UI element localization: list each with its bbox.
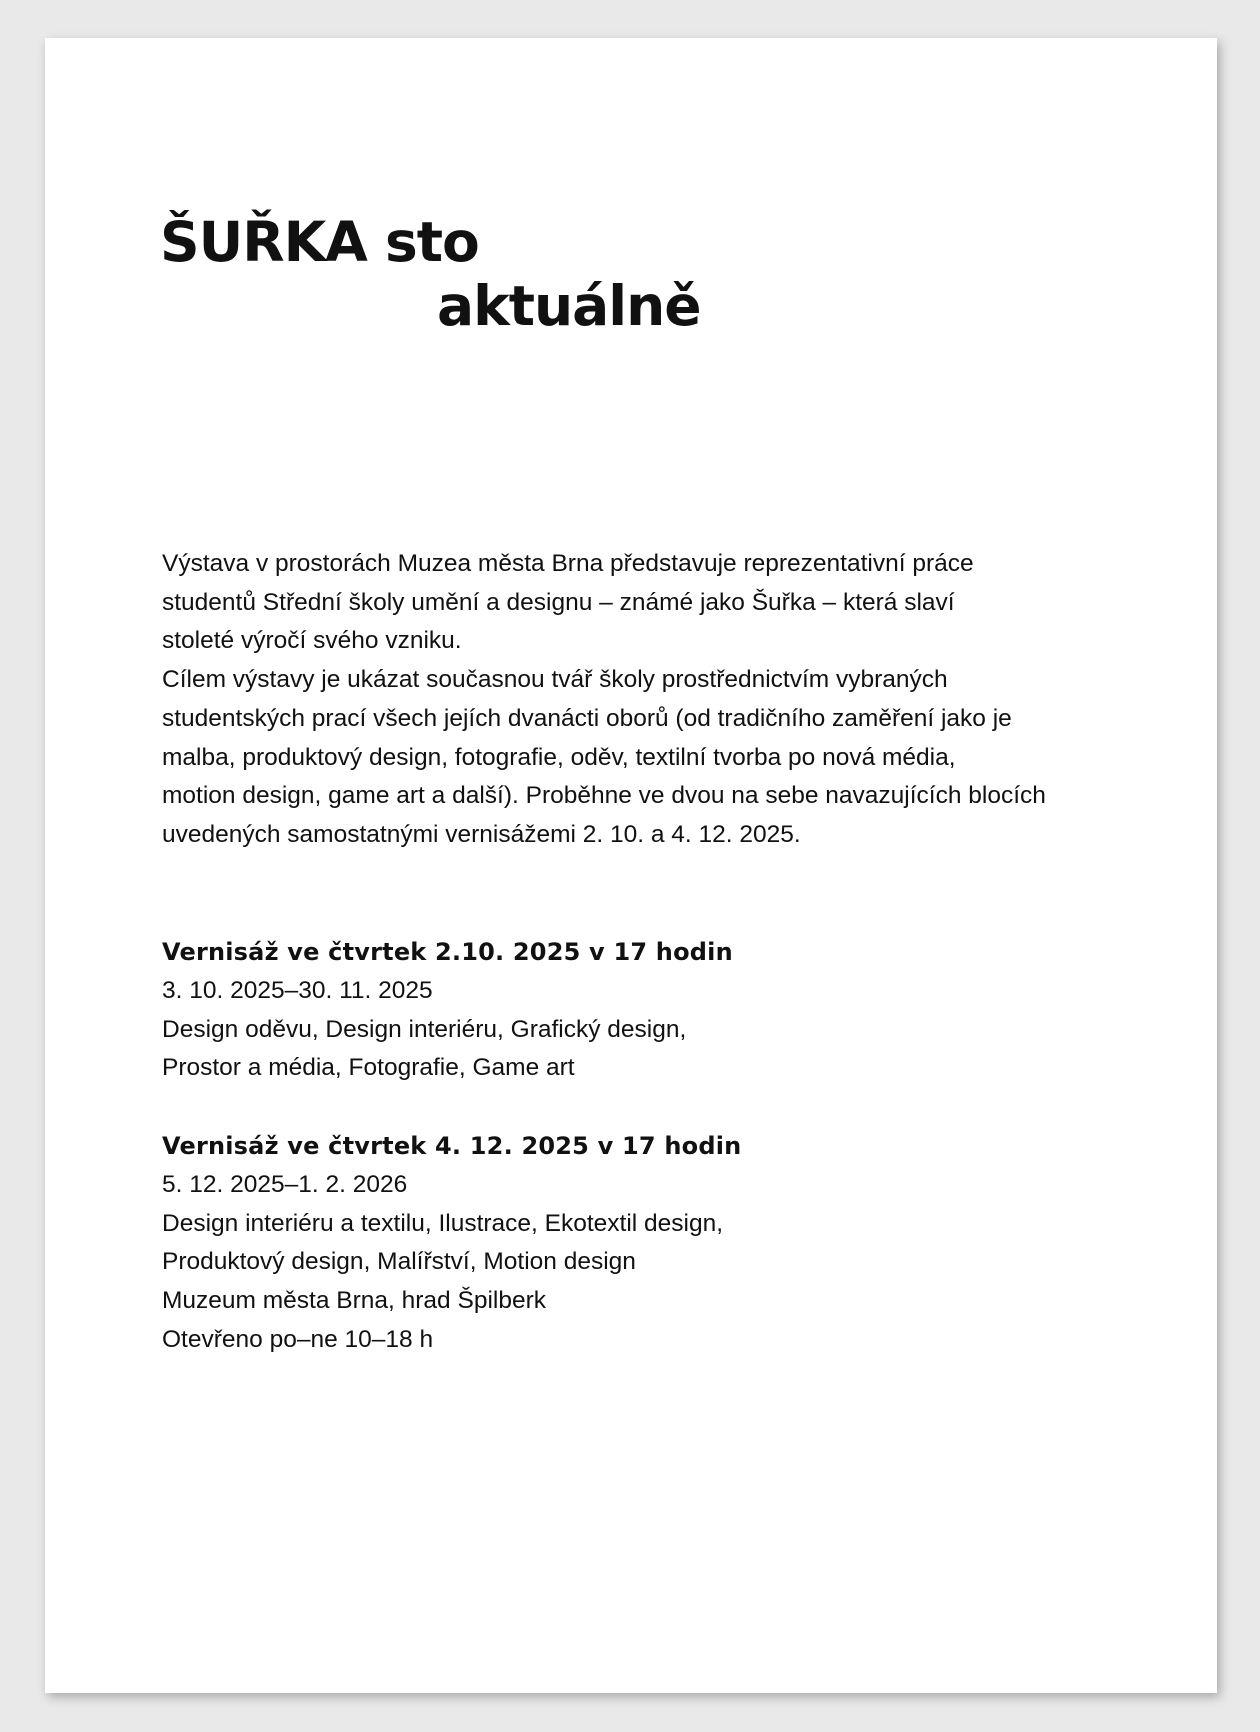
intro-line: motion design, game art a další). Proběhne ve dvou na sebe navazujících blocích [162, 782, 1046, 810]
event-venue: Muzeum města Brna, hrad Špilberk [162, 1287, 546, 1315]
title-line-1: ŠUŘKA sto [160, 210, 479, 274]
event-dates: 3. 10. 2025–30. 11. 2025 [162, 977, 433, 1004]
event-dates: 5. 12. 2025–1. 2. 2026 [162, 1171, 408, 1198]
title-line-2: aktuálně [437, 274, 701, 338]
intro-line: malba, produktový design, fotografie, oděv, textilní tvorba po nová média, [162, 743, 956, 771]
intro-line: stoleté výročí svého vzniku. [162, 627, 462, 655]
event-opening-hours: Otevřeno po–ne 10–18 h [162, 1325, 434, 1353]
event-disciplines: Prostor a média, Fotografie, Game art [162, 1054, 575, 1082]
intro-line: studentů Střední školy umění a designu – známé jako Šuřka – která slaví [162, 588, 955, 616]
intro-line: studentských prací všech jejích dvanácti oborů (od tradičního zaměření jako je [162, 704, 1012, 732]
event-block-first [162, 932, 1142, 1088]
intro-paragraph [162, 545, 1142, 855]
event-heading: Vernisáž ve čtvrtek 2.10. 2025 v 17 hodin [162, 938, 733, 966]
intro-line: Cílem výstavy je ukázat současnou tvář školy prostřednictvím vybraných [162, 666, 948, 694]
page-title [160, 210, 701, 338]
event-disciplines: Design oděvu, Design interiéru, Grafický design, [162, 1015, 687, 1043]
event-heading: Vernisáž ve čtvrtek 4. 12. 2025 v 17 hodin [162, 1132, 742, 1160]
event-disciplines: Design interiéru a textilu, Ilustrace, Ekotextil design, [162, 1209, 724, 1237]
document-page [45, 38, 1217, 1693]
event-block-second [162, 1126, 1142, 1360]
intro-line: Výstava v prostorách Muzea města Brna představuje reprezentativní práce [162, 550, 974, 577]
event-disciplines: Produktový design, Malířství, Motion design [162, 1248, 636, 1276]
intro-line: uvedených samostatnými vernisážemi 2. 10. a 4. 12. 2025. [162, 820, 801, 848]
